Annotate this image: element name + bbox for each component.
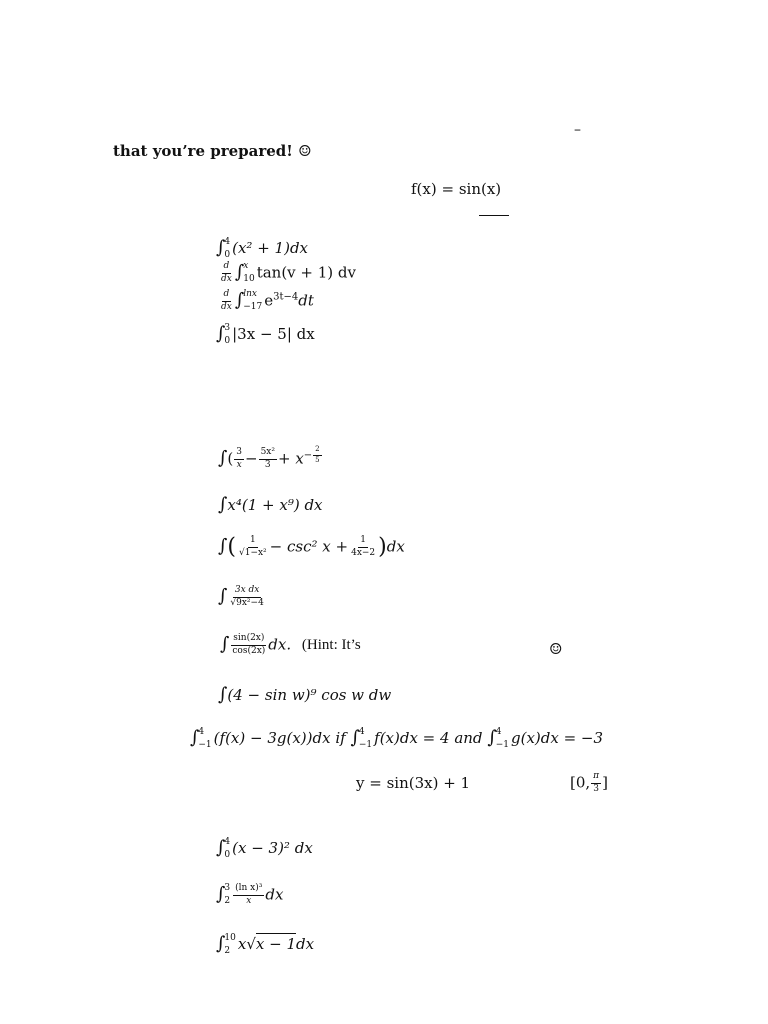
integral-sign: ∫ xyxy=(216,883,226,905)
prepared-text: that you’re prepared! ☺ xyxy=(113,142,312,160)
function-definition: f(x) = sin(x) xyxy=(411,180,502,198)
integral-sign: ∫ xyxy=(216,837,226,858)
problem-6: ∫x⁴(1 + x⁹) dx xyxy=(218,494,323,515)
integral-sign: ∫ xyxy=(234,289,245,311)
top-dash: – xyxy=(574,122,581,138)
integral-sign: ∫ xyxy=(218,684,228,705)
integral-sign: ∫ xyxy=(220,633,230,655)
problem-2: $\frac{d}{dx}$ ∫ x 10 tan(v + 1) dv xyxy=(221,261,356,285)
integral-sign: ∫ xyxy=(190,727,200,748)
integral-sign: ∫ xyxy=(218,447,228,469)
integral-sign: ∫ xyxy=(218,585,228,607)
problem-12: ∫ 3 2 $\frac{\text{(ln x)³}}{x}$ dx xyxy=(216,883,284,907)
problem-11: ∫ 4 0 (x − 3)² dx xyxy=(216,837,313,860)
integral-sign: ∫ xyxy=(216,933,226,954)
smiley-icon: ☺ xyxy=(549,640,563,658)
problem-13: ∫ 10 2 x√x − 1dx xyxy=(216,933,315,956)
integral-sign: ∫ xyxy=(218,494,228,515)
area-interval: [0, $\frac{\pi}{3}$ ] xyxy=(570,771,608,794)
integral-sign: ∫ xyxy=(487,727,497,748)
problem-4: ∫ 3 0 |3x − 5| dx xyxy=(216,323,315,346)
problem-7: ∫( $\frac{1}{\text{√1−x²}}$ − csc² x + $\frac{1}{4x-2}$ )dx xyxy=(218,534,405,560)
integral-sign: ∫ xyxy=(216,237,226,258)
integral-sign: ∫ xyxy=(234,261,245,283)
integral-sign: ∫ xyxy=(218,535,228,557)
blank-line xyxy=(479,215,509,216)
given-statement: ∫ 4 −1 (f(x) − 3g(x))dx if ∫ 4 −1 f(x)dx = 4 and ∫ 4 −1 g(x)dx = −3 xyxy=(190,727,604,750)
problem-3: $\frac{d}{dx}$ ∫ lnx −17 $e^{3t-4}dt$ xyxy=(221,289,314,313)
area-equation: y = sin(3x) + 1 xyxy=(356,774,471,792)
integral-sign: ∫ xyxy=(216,323,226,344)
problem-10: ∫(4 − sin w)⁹ cos w dw xyxy=(218,684,392,705)
problem-8: ∫ $\frac{\text{3x dx}}{\text{√9x²−4}}$ xyxy=(218,585,264,608)
problem-1: ∫ 4 0 (x² + 1)dx xyxy=(216,237,309,260)
problem-9: ∫ $\frac{\sin(2x)}{\cos(2x)}$ dx. (Hint: It’s xyxy=(220,633,361,656)
integral-sign: ∫ xyxy=(350,727,360,748)
problem-5: ∫( $\frac{3}{x}$ − $\frac{\text{5x²}}{3}$ + $x^{- \frac{2}{5}}$ xyxy=(218,445,320,471)
